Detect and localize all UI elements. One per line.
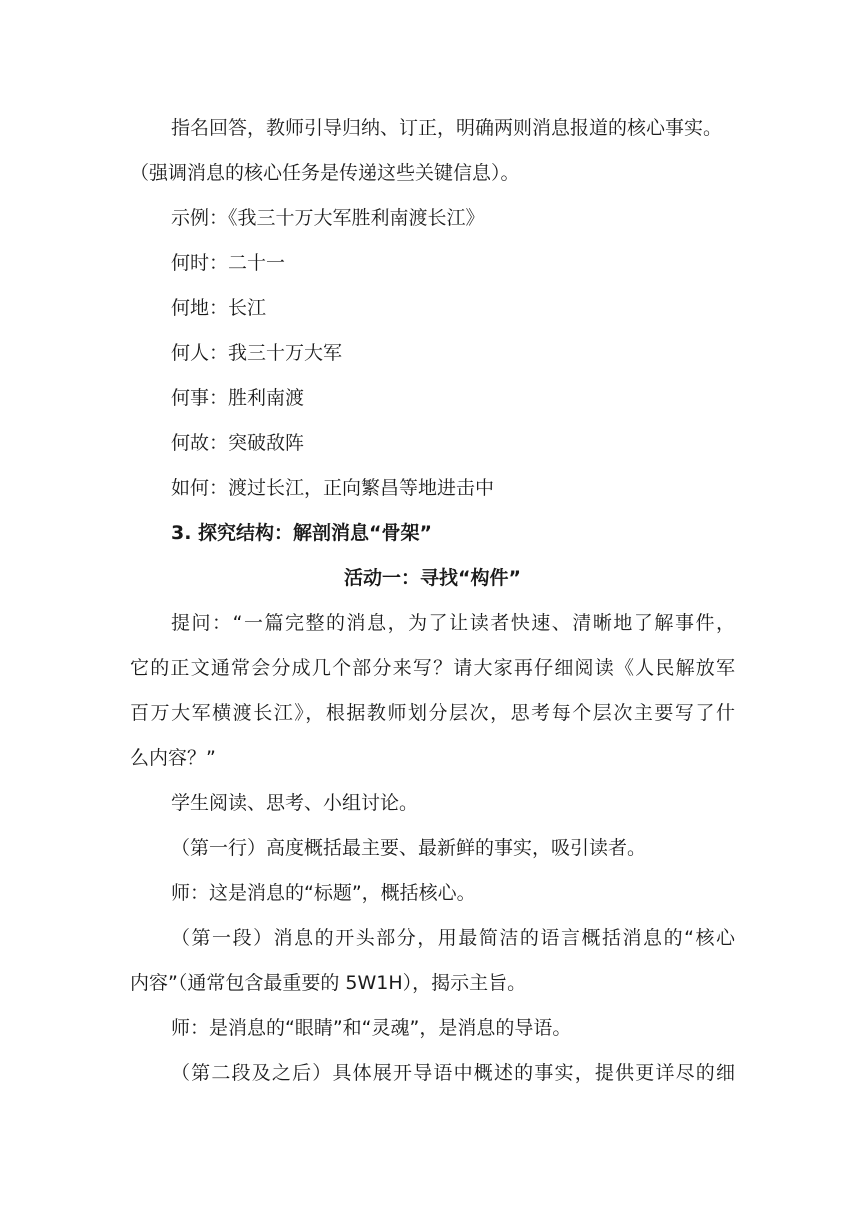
fact-why: 何故：突破敌阵 — [171, 432, 305, 454]
paragraph-line: 指名回答，教师引导归纳、订正，明确两则消息报道的核心事实。 — [171, 117, 723, 139]
paragraph-line: （第一段）消息的开头部分，用最简洁的语言概括消息的“核心 — [171, 927, 735, 949]
section-heading: 3. 探究结构：解剖消息“骨架” — [171, 522, 433, 544]
paragraph-line: 么内容？” — [130, 747, 216, 769]
paragraph-line: 师：这是消息的“标题”，概括核心。 — [171, 882, 476, 904]
paragraph-line: 内容”（通常包含最重要的 5W1H），揭示主旨。 — [130, 972, 527, 994]
fact-how: 如何：渡过长江，正向繁昌等地进击中 — [171, 477, 495, 499]
paragraph-line: 师：是消息的“眼睛”和“灵魂”，是消息的导语。 — [171, 1017, 572, 1039]
example-heading: 示例：《我三十万大军胜利南渡长江》 — [171, 207, 485, 229]
paragraph-line: 学生阅读、思考、小组讨论。 — [171, 792, 419, 814]
fact-who: 何人：我三十万大军 — [171, 342, 343, 364]
fact-when: 何时：二十一 — [171, 252, 286, 274]
fact-what: 何事：胜利南渡 — [171, 387, 305, 409]
paragraph-line: 提问：“一篇完整的消息，为了让读者快速、清晰地了解事件， — [171, 612, 735, 634]
document-body — [130, 106, 735, 1096]
paragraph-line: （强调消息的核心任务是传递这些关键信息）。 — [130, 162, 520, 184]
fact-where: 何地：长江 — [171, 297, 267, 319]
paragraph-line: （第一行）高度概括最主要、最新鲜的事实，吸引读者。 — [171, 837, 647, 859]
activity-heading: 活动一：寻找“构件” — [344, 567, 521, 589]
paragraph-line: （第二段及之后）具体展开导语中概述的事实，提供更详尽的细 — [171, 1062, 735, 1084]
paragraph-line: 百万大军横渡长江》，根据教师划分层次，思考每个层次主要写了什 — [130, 702, 735, 724]
paragraph-line: 它的正文通常会分成几个部分来写？请大家再仔细阅读《人民解放军 — [130, 657, 735, 679]
